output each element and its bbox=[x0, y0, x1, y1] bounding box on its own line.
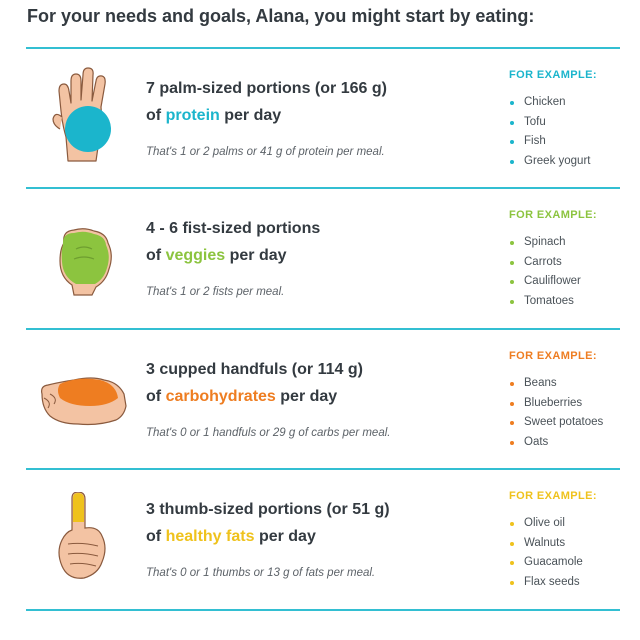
portion-row-fats bbox=[0, 470, 640, 609]
portion-amount: 3 thumb-sized portions (or 51 g) bbox=[146, 501, 390, 518]
per-meal-note: That's 1 or 2 fists per meal. bbox=[146, 286, 285, 298]
example-list bbox=[509, 233, 581, 311]
portion-row-protein bbox=[0, 49, 640, 188]
page-title: For your needs and goals, Alana, you might start by eating: bbox=[27, 6, 535, 26]
food-group-protein: protein bbox=[165, 107, 220, 124]
of-label: of bbox=[146, 247, 162, 264]
per-meal-note: That's 1 or 2 palms or 41 g of protein per meal. bbox=[146, 146, 385, 158]
list-item: Blueberries bbox=[509, 394, 603, 414]
example-list bbox=[509, 374, 603, 452]
example-list bbox=[509, 93, 590, 171]
cupped-hand-icon bbox=[38, 372, 128, 428]
example-title: FOR EXAMPLE: bbox=[509, 209, 597, 221]
divider bbox=[26, 609, 620, 611]
per-day-label: per day bbox=[224, 107, 282, 124]
fist-icon bbox=[54, 225, 116, 297]
list-item: Sweet potatoes bbox=[509, 413, 603, 433]
list-item: Cauliflower bbox=[509, 272, 581, 292]
per-day-label: per day bbox=[229, 247, 287, 264]
example-title: FOR EXAMPLE: bbox=[509, 490, 597, 502]
palm-hand-icon bbox=[50, 67, 116, 163]
portion-amount: 3 cupped handfuls (or 114 g) bbox=[146, 361, 363, 378]
list-item: Chicken bbox=[509, 93, 590, 113]
example-title: FOR EXAMPLE: bbox=[509, 350, 597, 362]
portion-row-carbohydrates bbox=[0, 330, 640, 469]
list-item: Walnuts bbox=[509, 534, 583, 554]
list-item: Fish bbox=[509, 132, 590, 152]
list-item: Greek yogurt bbox=[509, 152, 590, 172]
portion-amount: 4 - 6 fist-sized portions bbox=[146, 220, 321, 237]
portion-amount: 7 palm-sized portions (or 166 g) bbox=[146, 80, 387, 97]
of-label: of bbox=[146, 528, 162, 545]
list-item: Oats bbox=[509, 433, 603, 453]
per-day-label: per day bbox=[280, 388, 338, 405]
of-label: of bbox=[146, 388, 162, 405]
per-day-label: per day bbox=[258, 528, 316, 545]
list-item: Olive oil bbox=[509, 514, 583, 534]
per-meal-note: That's 0 or 1 thumbs or 13 g of fats per meal. bbox=[146, 567, 376, 579]
list-item: Guacamole bbox=[509, 553, 583, 573]
per-meal-note: That's 0 or 1 handfuls or 29 g of carbs per meal. bbox=[146, 427, 391, 439]
food-group-healthy-fats: healthy fats bbox=[165, 528, 255, 545]
list-item: Flax seeds bbox=[509, 573, 583, 593]
list-item: Beans bbox=[509, 374, 603, 394]
example-list bbox=[509, 514, 583, 592]
list-item: Carrots bbox=[509, 253, 581, 273]
thumb-icon bbox=[54, 492, 110, 584]
list-item: Tomatoes bbox=[509, 292, 581, 312]
food-group-carbohydrates: carbohydrates bbox=[165, 388, 276, 405]
list-item: Tofu bbox=[509, 113, 590, 133]
list-item: Spinach bbox=[509, 233, 581, 253]
example-title: FOR EXAMPLE: bbox=[509, 69, 597, 81]
portion-row-veggies bbox=[0, 189, 640, 328]
of-label: of bbox=[146, 107, 162, 124]
food-group-veggies: veggies bbox=[165, 247, 226, 264]
